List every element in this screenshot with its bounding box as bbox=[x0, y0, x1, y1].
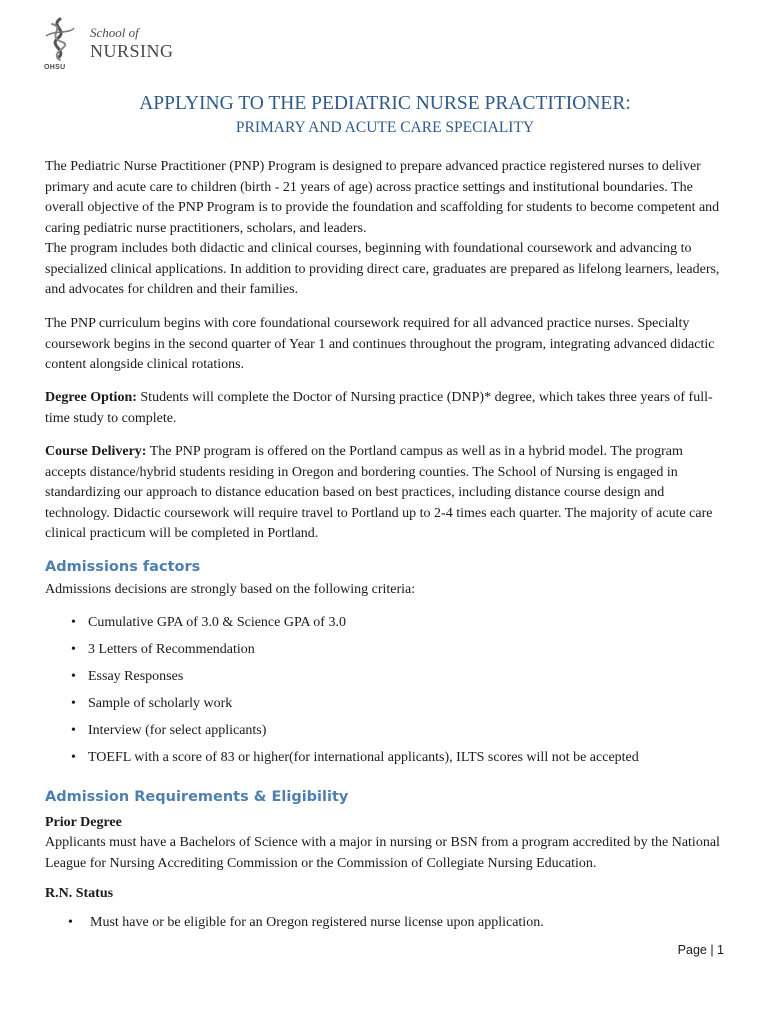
list-item: • Cumulative GPA of 3.0 & Science GPA of 3.0 bbox=[88, 614, 639, 641]
ohsu-swirl-icon bbox=[40, 16, 80, 66]
course-delivery-text: The PNP program is offered on the Portland campus as well as in a hybrid model. The program accepts distance/hybrid students residing in Oregon and bordering counties. The School of Nursing is engaged in standardizing our approach to distance education based on best practices, including distance course design and technology. Didactic coursework will require travel to Portland up to 2-4 times each quarter. The majority of acute care clinical practicum will be completed in Portland. bbox=[45, 444, 713, 542]
degree-option-paragraph bbox=[45, 388, 725, 429]
rn-status-item: Must have or be eligible for an Oregon registered nurse license upon application. bbox=[90, 915, 544, 930]
admissions-criteria-list bbox=[88, 614, 639, 776]
intro-paragraph-2: The program includes both didactic and clinical courses, beginning with foundational coursework and advancing to specialized clinical applications. In addition to providing direct care, graduates are prepared as lifelong learners, leaders, and advocates for children and their families. bbox=[45, 241, 720, 298]
list-item: • Interview (for select applicants) bbox=[88, 722, 639, 749]
list-item: • TOEFL with a score of 83 or higher(for international applicants), ILTS scores will not be accepted bbox=[88, 749, 639, 776]
list-item: • 3 Letters of Recommendation bbox=[88, 641, 639, 668]
rn-status-heading: R.N. Status bbox=[45, 886, 114, 901]
ohsu-nursing-logo bbox=[40, 16, 180, 76]
logo-ohsu: OHSU bbox=[44, 64, 66, 71]
course-delivery-label: Course Delivery: bbox=[45, 444, 147, 459]
prior-degree-text: Applicants must have a Bachelors of Science with a major in nursing or BSN from a program accredited by the National League for Nursing Accrediting Commission or the Commission of Collegiate Nursing Education. bbox=[45, 835, 720, 871]
page-number: Page | 1 bbox=[677, 943, 724, 957]
requirements-heading: Admission Requirements & Eligibility bbox=[45, 789, 349, 805]
bullet-icon: • bbox=[68, 915, 73, 930]
logo-school-of: School of bbox=[90, 25, 139, 40]
page-subtitle: PRIMARY AND ACUTE CARE SPECIALITY bbox=[235, 119, 535, 136]
page-title: APPLYING TO THE PEDIATRIC NURSE PRACTITIONER: bbox=[139, 93, 631, 114]
course-delivery-paragraph bbox=[45, 442, 725, 545]
logo-nursing: NURSING bbox=[90, 41, 174, 61]
degree-option-label: Degree Option: bbox=[45, 390, 137, 405]
list-item: • Sample of scholarly work bbox=[88, 695, 639, 722]
intro-paragraph-1: The Pediatric Nurse Practitioner (PNP) Program is designed to prepare advanced practice registered nurses to deliver primary and acute care to children (birth - 21 years of age) across practice settings and institutional boundaries. The overall objective of the PNP Program is to provide the foundation and scaffolding for students to become competent and caring pediatric nurse practitioners, scholars, and leaders. bbox=[45, 159, 720, 236]
intro-paragraph-3: The PNP curriculum begins with core foundational coursework required for all advanced practice nurses. Specialty coursework begins in the second quarter of Year 1 and continues throughout the program, integrating advanced didactic content alongside clinical rotations. bbox=[45, 316, 715, 373]
admissions-factors-heading: Admissions factors bbox=[45, 559, 201, 575]
prior-degree-heading: Prior Degree bbox=[45, 815, 122, 830]
admissions-lead: Admissions decisions are strongly based on the following criteria: bbox=[45, 582, 416, 597]
list-item: • Essay Responses bbox=[88, 668, 639, 695]
degree-option-text: Students will complete the Doctor of Nursing practice (DNP)* degree, which takes three years of full-time study to complete. bbox=[45, 390, 713, 426]
